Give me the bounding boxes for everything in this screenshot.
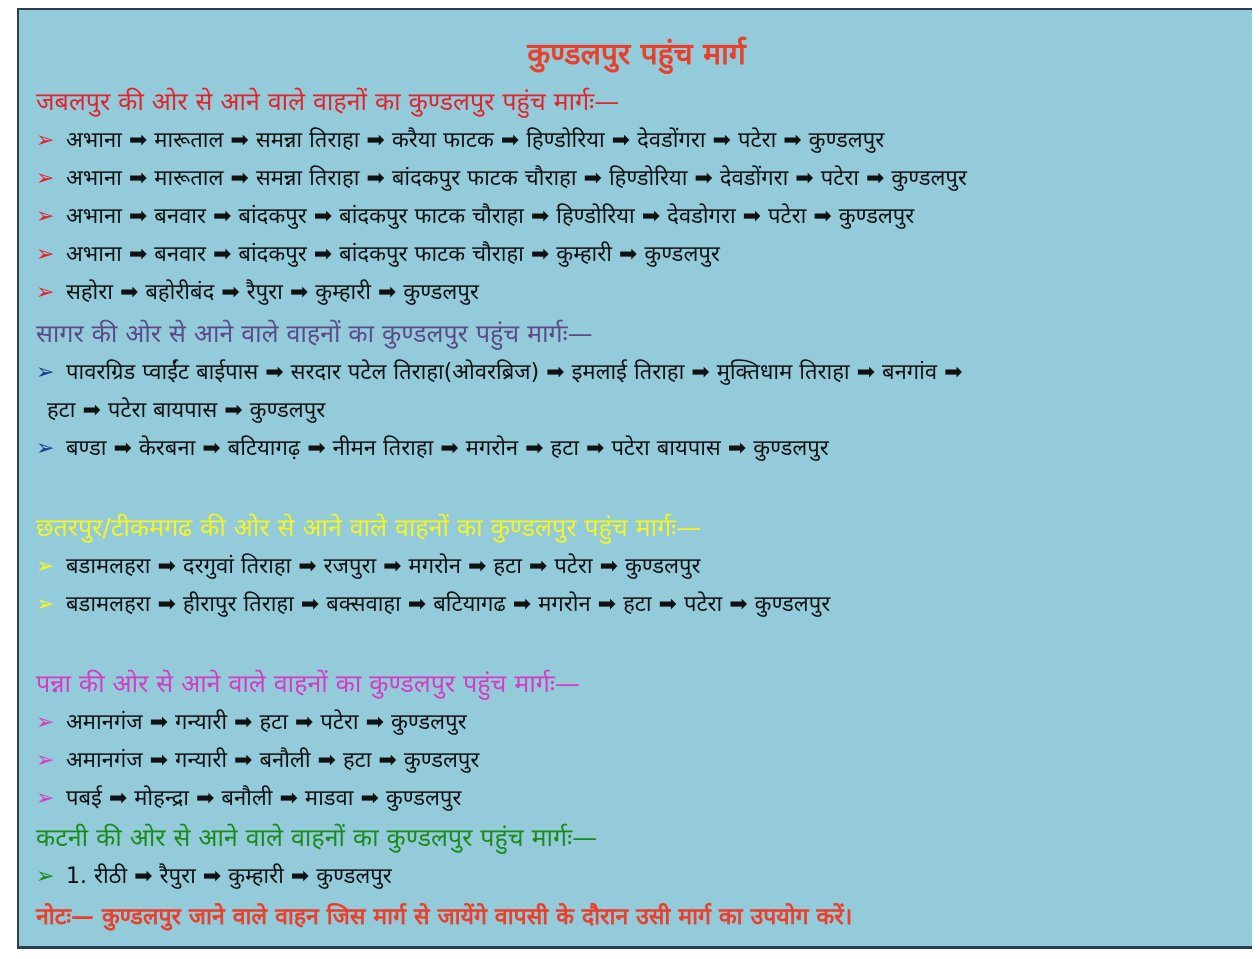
- route-text: 1. रीठी ➡ रैपुरा ➡ कुम्हारी ➡ कुण्डलपुर: [66, 864, 392, 889]
- heading-katni: कटनी की ओर से आने वाले वाहनों का कुण्डलपुर पहुंच मार्गः—: [36, 823, 598, 852]
- route-text: अमानगंज ➡ गन्यारी ➡ हटा ➡ पटेरा ➡ कुण्डलपुर: [66, 710, 467, 735]
- bullet-icon: ➢: [36, 710, 55, 735]
- route-panna-1: [36, 706, 467, 736]
- bullet-icon: ➢: [36, 748, 55, 773]
- route-text: बडामलहरा ➡ हीरापुर तिराहा ➡ बक्सवाहा ➡ बटियागढ ➡ मगरोन ➡ हटा ➡ पटेरा ➡ कुण्डलपुर: [66, 592, 831, 617]
- route-chhatarpur-1: [36, 550, 701, 580]
- note: नोटः— कुण्डलपुर जाने वाले वाहन जिस मार्ग से जायेंगे वापसी के दौरान उसी मार्ग का उपयोग करें।: [36, 903, 853, 930]
- heading-jabalpur: जबलपुर की ओर से आने वाले वाहनों का कुण्डलपुर पहुंच मार्गः—: [36, 87, 620, 116]
- bullet-icon: ➢: [36, 166, 55, 191]
- poster-title: कुण्डलपुर पहुंच मार्ग: [527, 37, 746, 72]
- bullet-icon: ➢: [36, 242, 55, 267]
- route-text: बण्डा ➡ केरबना ➡ बटियागढ़ ➡ नीमन तिराहा ➡ मगरोन ➡ हटा ➡ पटेरा बायपास ➡ कुण्डलपुर: [66, 436, 829, 461]
- route-text: अभाना ➡ बनवार ➡ बांदकपुर ➡ बांदकपुर फाटक चौराहा ➡ हिण्डोरिया ➡ देवडोगरा ➡ पटेरा ➡ कुण्डलपुर: [66, 204, 915, 229]
- heading-panna: पन्ना की ओर से आने वाले वाहनों का कुण्डलपुर पहुंच मार्गः—: [36, 669, 580, 698]
- top-margin: [0, 0, 1260, 8]
- heading-chhatarpur: छतरपुर/टीकमगढ की ओर से आने वाले वाहनों का कुण्डलपुर पहुंच मार्गः—: [36, 513, 702, 542]
- bullet-icon: ➢: [36, 360, 55, 385]
- heading-sagar: सागर की ओर से आने वाले वाहनों का कुण्डलपुर पहुंच मार्गः—: [36, 319, 593, 348]
- route-sagar-2: [36, 432, 829, 462]
- route-text: पबई ➡ मोहन्द्रा ➡ बनौली ➡ माडवा ➡ कुण्डलपुर: [66, 786, 462, 811]
- bullet-icon: ➢: [36, 592, 55, 617]
- route-text: बडामलहरा ➡ दरगुवां तिराहा ➡ रजपुरा ➡ मगरोन ➡ हटा ➡ पटेरा ➡ कुण्डलपुर: [66, 554, 701, 579]
- route-text: अभाना ➡ मारूताल ➡ समन्ना तिराहा ➡ बांदकपुर फाटक चौराहा ➡ हिण्डोरिया ➡ देवडोंगरा ➡ पटेरा ➡ कुण्डलपुर: [66, 166, 967, 191]
- route-jabalpur-2: [36, 162, 967, 192]
- route-jabalpur-4: [36, 238, 720, 268]
- route-jabalpur-1: [36, 124, 884, 154]
- route-poster: [17, 8, 1252, 949]
- bullet-icon: ➢: [36, 786, 55, 811]
- bullet-icon: ➢: [36, 436, 55, 461]
- route-chhatarpur-2: [36, 588, 830, 618]
- bullet-icon: ➢: [36, 280, 55, 305]
- bullet-icon: ➢: [36, 554, 55, 579]
- bullet-icon: ➢: [36, 204, 55, 229]
- route-panna-3: [36, 782, 461, 812]
- bullet-icon: ➢: [36, 128, 55, 153]
- route-katni-1: [36, 860, 392, 890]
- route-panna-2: [36, 744, 479, 774]
- route-text: पावरग्रिड प्वाईंट बाईपास ➡ सरदार पटेल तिराहा(ओवरब्रिज) ➡ इमलाई तिराहा ➡ मुक्तिधाम तिराहा ➡ बनगांव ➡: [66, 360, 963, 385]
- route-text: अमानगंज ➡ गन्यारी ➡ बनौली ➡ हटा ➡ कुण्डलपुर: [66, 748, 480, 773]
- route-text: अभाना ➡ मारूताल ➡ समन्ना तिराहा ➡ करैया फाटक ➡ हिण्डोरिया ➡ देवडोंगरा ➡ पटेरा ➡ कुण्डलपुर: [66, 128, 885, 153]
- route-sagar-1-continued: हटा ➡ पटेरा बायपास ➡ कुण्डलपुर: [47, 398, 326, 423]
- route-jabalpur-5: [36, 276, 479, 306]
- route-text: अभाना ➡ बनवार ➡ बांदकपुर ➡ बांदकपुर फाटक चौराहा ➡ कुम्हारी ➡ कुण्डलपुर: [66, 242, 720, 267]
- route-text: सहोरा ➡ बहोरीबंद ➡ रैपुरा ➡ कुम्हारी ➡ कुण्डलपुर: [66, 280, 479, 305]
- route-jabalpur-3: [36, 200, 914, 230]
- route-sagar-1: [36, 356, 963, 386]
- bullet-icon: ➢: [36, 864, 55, 889]
